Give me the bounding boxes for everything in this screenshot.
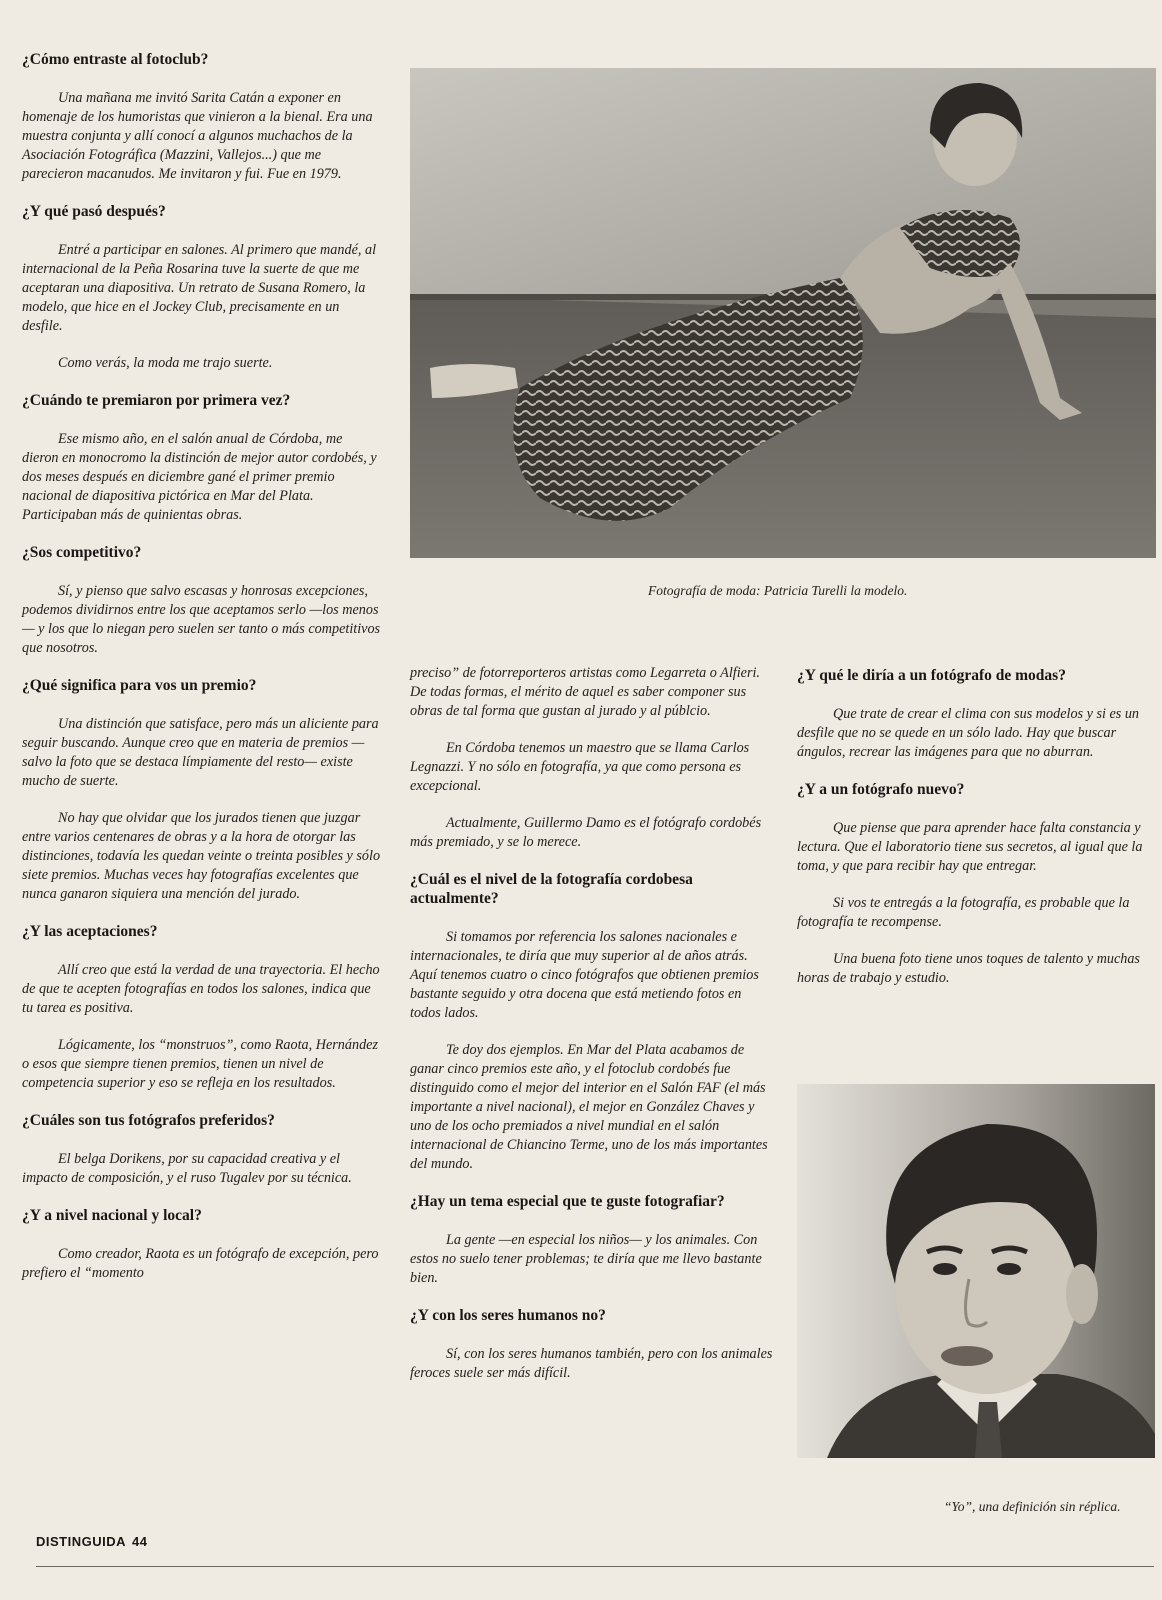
publication-name: DISTINGUIDA xyxy=(36,1534,126,1549)
portrait-image xyxy=(797,1084,1155,1458)
interview-answer-paragraph: Si tomamos por referencia los salones nacionales e internacionales, te diría que muy superior al de años atrás. Aquí tenemos cuatro o cinco fotógrafos que obtienen premios bastante seguido y otra docena que está metiendo fotos en todos lados. xyxy=(410,929,759,1021)
interview-question: ¿Hay un tema especial que te guste fotografiar? xyxy=(410,1193,725,1210)
interview-answer-paragraph: Como verás, la moda me trajo suerte. xyxy=(58,355,273,371)
fashion-model-photo xyxy=(410,68,1156,558)
interview-answer-paragraph: Lógicamente, los “monstruos”, como Raota, Hernández o esos que siempre tienen premios, tienen un nivel de competencia superior y eso se refleja en los resultados. xyxy=(22,1037,379,1091)
interview-answer-paragraph: Una distinción que satisface, pero más un aliciente para seguir buscando. Aunque creo que en materia de premios —salvo la foto que se destaca límpiamente del resto— existe mucho de suerte. xyxy=(22,716,379,789)
interview-question: ¿Sos competitivo? xyxy=(22,544,142,561)
text-column-middle xyxy=(410,664,775,1401)
interview-question: ¿Y a un fotógrafo nuevo? xyxy=(797,781,965,798)
text-column-left xyxy=(22,50,382,1301)
interview-question: ¿Y a nivel nacional y local? xyxy=(22,1207,202,1224)
interview-answer-paragraph: Que piense que para aprender hace falta constancia y lectura. Que el laboratorio tiene sus secretos, al igual que la toma, y que para recibir hay que entregar. xyxy=(797,820,1143,874)
portrait-photo xyxy=(797,1084,1155,1458)
footer-rule xyxy=(36,1566,1154,1567)
interview-question: ¿Cuáles son tus fotógrafos preferidos? xyxy=(22,1112,275,1129)
interview-answer-paragraph: El belga Dorikens, por su capacidad creativa y el impacto de composición, y el ruso Tugalev por su técnica. xyxy=(22,1151,352,1186)
interview-question: ¿Cuál es el nivel de la fotografía cordobesa actualmente? xyxy=(410,871,693,907)
portrait-photo-caption: “Yo”, una definición sin réplica. xyxy=(944,1499,1121,1514)
interview-answer-paragraph: preciso” de fotorreporteros artistas como Legarreta o Alfieri. De todas formas, el mérito de aquel es saber componer sus obras de tal forma que gustan al jurado y al públcio. xyxy=(410,665,760,719)
interview-answer-paragraph: La gente —en especial los niños— y los animales. Con estos no suelo tener problemas; te diría que me llevo bastante bien. xyxy=(410,1232,762,1286)
interview-answer-paragraph: Si vos te entregás a la fotografía, es probable que la fotografía te recompense. xyxy=(797,895,1130,930)
fashion-photo-caption: Fotografía de moda: Patricia Turelli la modelo. xyxy=(648,583,908,598)
interview-answer-paragraph: En Córdoba tenemos un maestro que se llama Carlos Legnazzi. Y no sólo en fotografía, ya que como persona es excepcional. xyxy=(410,740,750,794)
interview-answer-paragraph: Sí, con los seres humanos también, pero con los animales feroces suele ser más difícil. xyxy=(410,1346,773,1381)
interview-answer-paragraph: Te doy dos ejemplos. En Mar del Plata acabamos de ganar cinco premios este año, y el fotoclub cordobés fue distinguido como el mejor del interior en el Salón FAF (el más importante a nivel nacional), el mejor en González Chaves y uno de los ocho premiados a nivel mundial en el salón internacional de Chiancino Terme, uno de los más importantes del mundo. xyxy=(410,1042,768,1172)
interview-answer-paragraph: Allí creo que está la verdad de una trayectoria. El hecho de que te acepten fotografías en todos los salones, indica que tu tarea es positiva. xyxy=(22,962,380,1016)
interview-answer-paragraph: Una mañana me invitó Sarita Catán a exponer en homenaje de los humoristas que vinieron a la bienal. Era una muestra conjunta y allí conocí a algunos muchachos de la Asociación Fotográfica (Mazzini, Vallejos...) que me parecieron macanudos. Me invitaron y fui. Fue en 1979. xyxy=(22,90,373,182)
interview-question: ¿Y las aceptaciones? xyxy=(22,923,158,940)
interview-question: ¿Cómo entraste al fotoclub? xyxy=(22,51,209,68)
interview-question: ¿Y qué pasó después? xyxy=(22,203,166,220)
interview-question: ¿Y con los seres humanos no? xyxy=(410,1307,606,1324)
interview-answer-paragraph: Entré a participar en salones. Al primero que mandé, al internacional de la Peña Rosarina tuve la suerte de que me aceptaran una diapositiva. Un retrato de Susana Romero, la modelo, que hice en el Jockey Club, precisamente en un desfile. xyxy=(22,242,377,334)
interview-answer-paragraph: Una buena foto tiene unos toques de talento y muchas horas de trabajo y estudio. xyxy=(797,951,1140,986)
page-number: 44 xyxy=(132,1534,148,1549)
interview-answer-paragraph: Ese mismo año, en el salón anual de Córdoba, me dieron en monocromo la distinción de mejor autor cordobés, y dos meses después en diciembre gané el primer premio nacional de diapositiva pictórica en Mar del Plata. Participaban más de quinientas obras. xyxy=(22,431,377,523)
interview-question: ¿Qué significa para vos un premio? xyxy=(22,677,257,694)
interview-answer-paragraph: No hay que olvidar que los jurados tienen que juzgar entre varios centenares de obras y a la hora de otorgar las distinciones, todavía les quedan veinte o treinta posibles y sólo siete premios. Muchas veces hay fotografías excelentes que nunca ganaron siquiera una mención del jurado. xyxy=(22,810,381,902)
page-footer xyxy=(36,1534,147,1549)
interview-answer-paragraph: Sí, y pienso que salvo escasas y honrosas excepciones, podemos dividirnos entre los que aceptamos serlo —los menos— y los que lo niegan pero suelen ser tanto o más competitivos que nosotros. xyxy=(22,583,381,656)
fashion-model-image xyxy=(410,68,1156,558)
interview-question: ¿Cuándo te premiaron por primera vez? xyxy=(22,392,291,409)
text-column-right xyxy=(797,666,1157,1006)
interview-question: ¿Y qué le diría a un fotógrafo de modas? xyxy=(797,667,1066,684)
interview-answer-paragraph: Como creador, Raota es un fotógrafo de excepción, pero prefiero el “momento xyxy=(22,1246,379,1281)
interview-answer-paragraph: Que trate de crear el clima con sus modelos y si es un desfile que no se quede en un sólo lado. Hay que buscar ángulos, recrear las imágenes para que no aburran. xyxy=(797,706,1140,760)
interview-answer-paragraph: Actualmente, Guillermo Damo es el fotógrafo cordobés más premiado, y se lo merece. xyxy=(410,815,762,850)
